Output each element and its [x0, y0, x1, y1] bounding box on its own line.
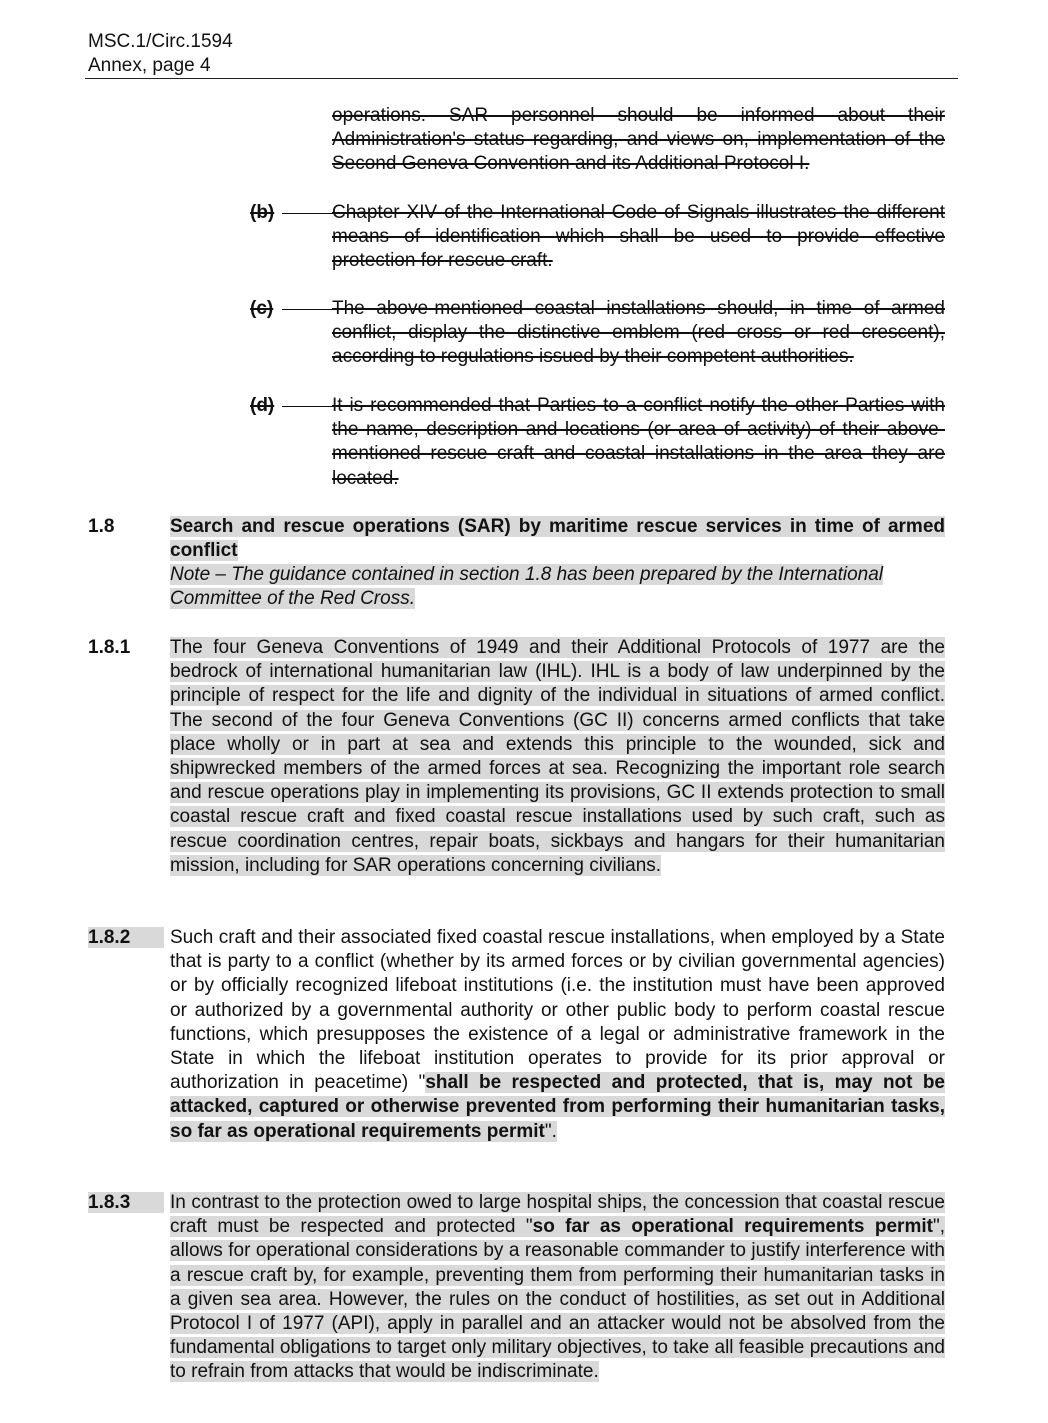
header-divider — [85, 78, 958, 79]
paragraph-1-8-3 — [170, 1191, 945, 1385]
paragraph-1-8-2-emphasis: shall be respected and protected, that is, may not be attacked, captured or otherwise prevented from performing their humanitarian tasks, so far as operational requirements permit — [170, 1072, 945, 1142]
deleted-item-c-leader — [282, 309, 332, 310]
deleted-item-b-leader — [282, 213, 332, 214]
deleted-intro-text: operations. SAR personnel should be informed about their Administration's status regarding, and views on, implementation of the Second Geneva Convention and its Additional Protocol I. — [332, 105, 945, 175]
paragraph-1-8-2-text-b: ". — [544, 1120, 557, 1142]
paragraph-1-8-2-text-a: Such craft and their associated fixed coastal rescue installations, when employed by a State that is party to a conflict (whether by its armed forces or by civilian governmental agencies) or by officially recognized lifeboat institutions (i.e. the institution must have been approved or authorized by a governmental authority or other public body to perform coastal rescue functions, which presupposes the existence of a legal or administrative framework in the State in which the lifeboat institution operates to provide for its prior approval or authorization in peacetime) " — [170, 927, 945, 1094]
section-title: Search and rescue operations (SAR) by maritime rescue services in time of armed conflict — [170, 516, 945, 562]
paragraph-number-1-8-3-text: 1.8.3 — [88, 1192, 164, 1213]
section-note-block — [170, 563, 960, 611]
section-number: 1.8 — [88, 516, 115, 537]
paragraph-1-8-3-text-b: ", allows for operational considerations by a reasonable commander to justify interference with a rescue craft by, for example, preventing them from performing their humanitarian tasks in a given sea area. However, the rules on the conduct of hostilities, as set out in Additional Protocol I of 1977 (API), apply in parallel and an attacker would not be absolved from the fundamental obligations to target only military objectives, to take all feasible precautions and to refrain from attacks that would be indiscriminate. — [170, 1216, 945, 1383]
paragraph-number-1-8-1: 1.8.1 — [88, 637, 131, 658]
deleted-item-c-label: (c) — [250, 298, 274, 319]
paragraph-1-8-3-emphasis: so far as operational requirements permit — [532, 1216, 933, 1238]
paragraph-1-8-2 — [170, 926, 945, 1144]
paragraph-number-1-8-3 — [88, 1191, 164, 1215]
deleted-item-d-text: It is recommended that Parties to a conflict notify the other Parties with the name, description and locations (or area of activity) of their above-mentioned rescue craft and coastal installations in the area they are located. — [332, 395, 945, 489]
deleted-item-b-text: Chapter XIV of the International Code of Signals illustrates the different means of identification which shall be used to provide effective protection for rescue craft. — [332, 202, 945, 272]
paragraph-1-8-3-text-a: In contrast to the protection owed to large hospital ships, the concession that coastal rescue craft must be respected and protected " — [170, 1192, 945, 1238]
paragraph-number-1-8-2-text: 1.8.2 — [88, 927, 164, 948]
paragraph-1-8-1-text: The four Geneva Conventions of 1949 and their Additional Protocols of 1977 are the bedrock of international humanitarian law (IHL). IHL is a body of law underpinned by the principle of respect for the life and dignity of the individual in situations of armed conflict. The second of the four Geneva Conventions (GC II) concerns armed conflicts that take place wholly or in part at sea and extends this principle to the wounded, sick and shipwrecked members of the armed forces at sea. Recognizing the important role search and rescue operations play in implementing its provisions, GC II extends protection to small coastal rescue craft and fixed coastal rescue installations used by such craft, such as rescue coordination centres, repair boats, sickbays and hangars for their humanitarian mission, including for SAR operations concerning civilians. — [170, 637, 945, 876]
page-header — [88, 30, 958, 78]
section-heading — [170, 515, 945, 563]
deleted-item-d-label: (d) — [250, 395, 275, 416]
deleted-item-d-leader — [282, 406, 332, 407]
section-note: Note – The guidance contained in section 1.8 has been prepared by the International Committee of the Red Cross. — [170, 564, 884, 610]
paragraph-1-8-1 — [170, 636, 945, 878]
paragraph-number-1-8-2 — [88, 926, 164, 950]
deleted-item-c-text: The above-mentioned coastal installations should, in time of armed conflict, display the distinctive emblem (red cross or red crescent), according to regulations issued by their competent authorities. — [332, 298, 945, 368]
document-reference: MSC.1/Circ.1594 — [88, 31, 233, 52]
deleted-item-b-label: (b) — [250, 202, 275, 223]
page-number: Annex, page 4 — [88, 55, 211, 76]
